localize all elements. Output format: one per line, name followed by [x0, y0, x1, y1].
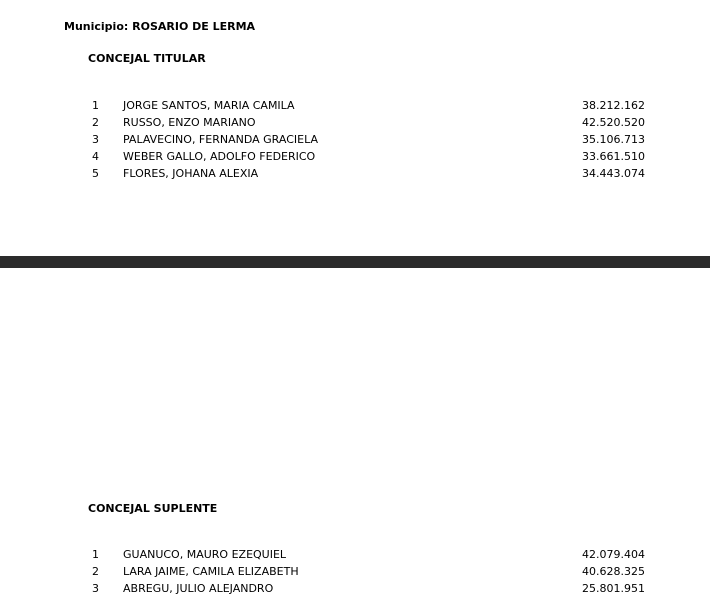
municipio-heading: [64, 20, 255, 33]
row-number: 2: [92, 565, 99, 578]
titular-section-title: CONCEJAL TITULAR: [88, 52, 206, 65]
suplente-row: [0, 580, 710, 597]
municipio-name: ROSARIO DE LERMA: [132, 20, 256, 33]
page-separator: [0, 256, 710, 268]
document-page-1: [0, 0, 710, 256]
candidate-dni: 42.520.520: [582, 116, 645, 129]
candidate-name: JORGE SANTOS, MARIA CAMILA: [123, 99, 295, 112]
titular-row: [0, 114, 710, 131]
candidate-dni: 42.079.404: [582, 548, 645, 561]
candidate-dni: 38.212.162: [582, 99, 645, 112]
suplente-section-title: CONCEJAL SUPLENTE: [88, 502, 218, 515]
titular-row: [0, 165, 710, 182]
suplente-list: [0, 546, 710, 597]
row-number: 2: [92, 116, 99, 129]
titular-list: [0, 97, 710, 182]
candidate-dni: 40.628.325: [582, 565, 645, 578]
suplente-row: [0, 546, 710, 563]
row-number: 3: [92, 133, 99, 146]
candidate-name: LARA JAIME, CAMILA ELIZABETH: [123, 565, 299, 578]
row-number: 3: [92, 582, 99, 595]
titular-row: [0, 97, 710, 114]
candidate-dni: 25.801.951: [582, 582, 645, 595]
row-number: 4: [92, 150, 99, 163]
suplente-row: [0, 563, 710, 580]
candidate-dni: 33.661.510: [582, 150, 645, 163]
row-number: 1: [92, 548, 99, 561]
candidate-dni: 35.106.713: [582, 133, 645, 146]
candidate-name: ABREGU, JULIO ALEJANDRO: [123, 582, 274, 595]
candidate-name: GUANUCO, MAURO EZEQUIEL: [123, 548, 287, 561]
candidate-name: WEBER GALLO, ADOLFO FEDERICO: [123, 150, 316, 163]
candidate-name: PALAVECINO, FERNANDA GRACIELA: [123, 133, 318, 146]
row-number: 5: [92, 167, 99, 180]
candidate-dni: 34.443.074: [582, 167, 645, 180]
titular-row: [0, 131, 710, 148]
titular-row: [0, 148, 710, 165]
municipio-label: Municipio:: [64, 20, 129, 33]
row-number: 1: [92, 99, 99, 112]
document-page-2: [0, 268, 710, 615]
candidate-name: FLORES, JOHANA ALEXIA: [123, 167, 259, 180]
candidate-name: RUSSO, ENZO MARIANO: [123, 116, 256, 129]
